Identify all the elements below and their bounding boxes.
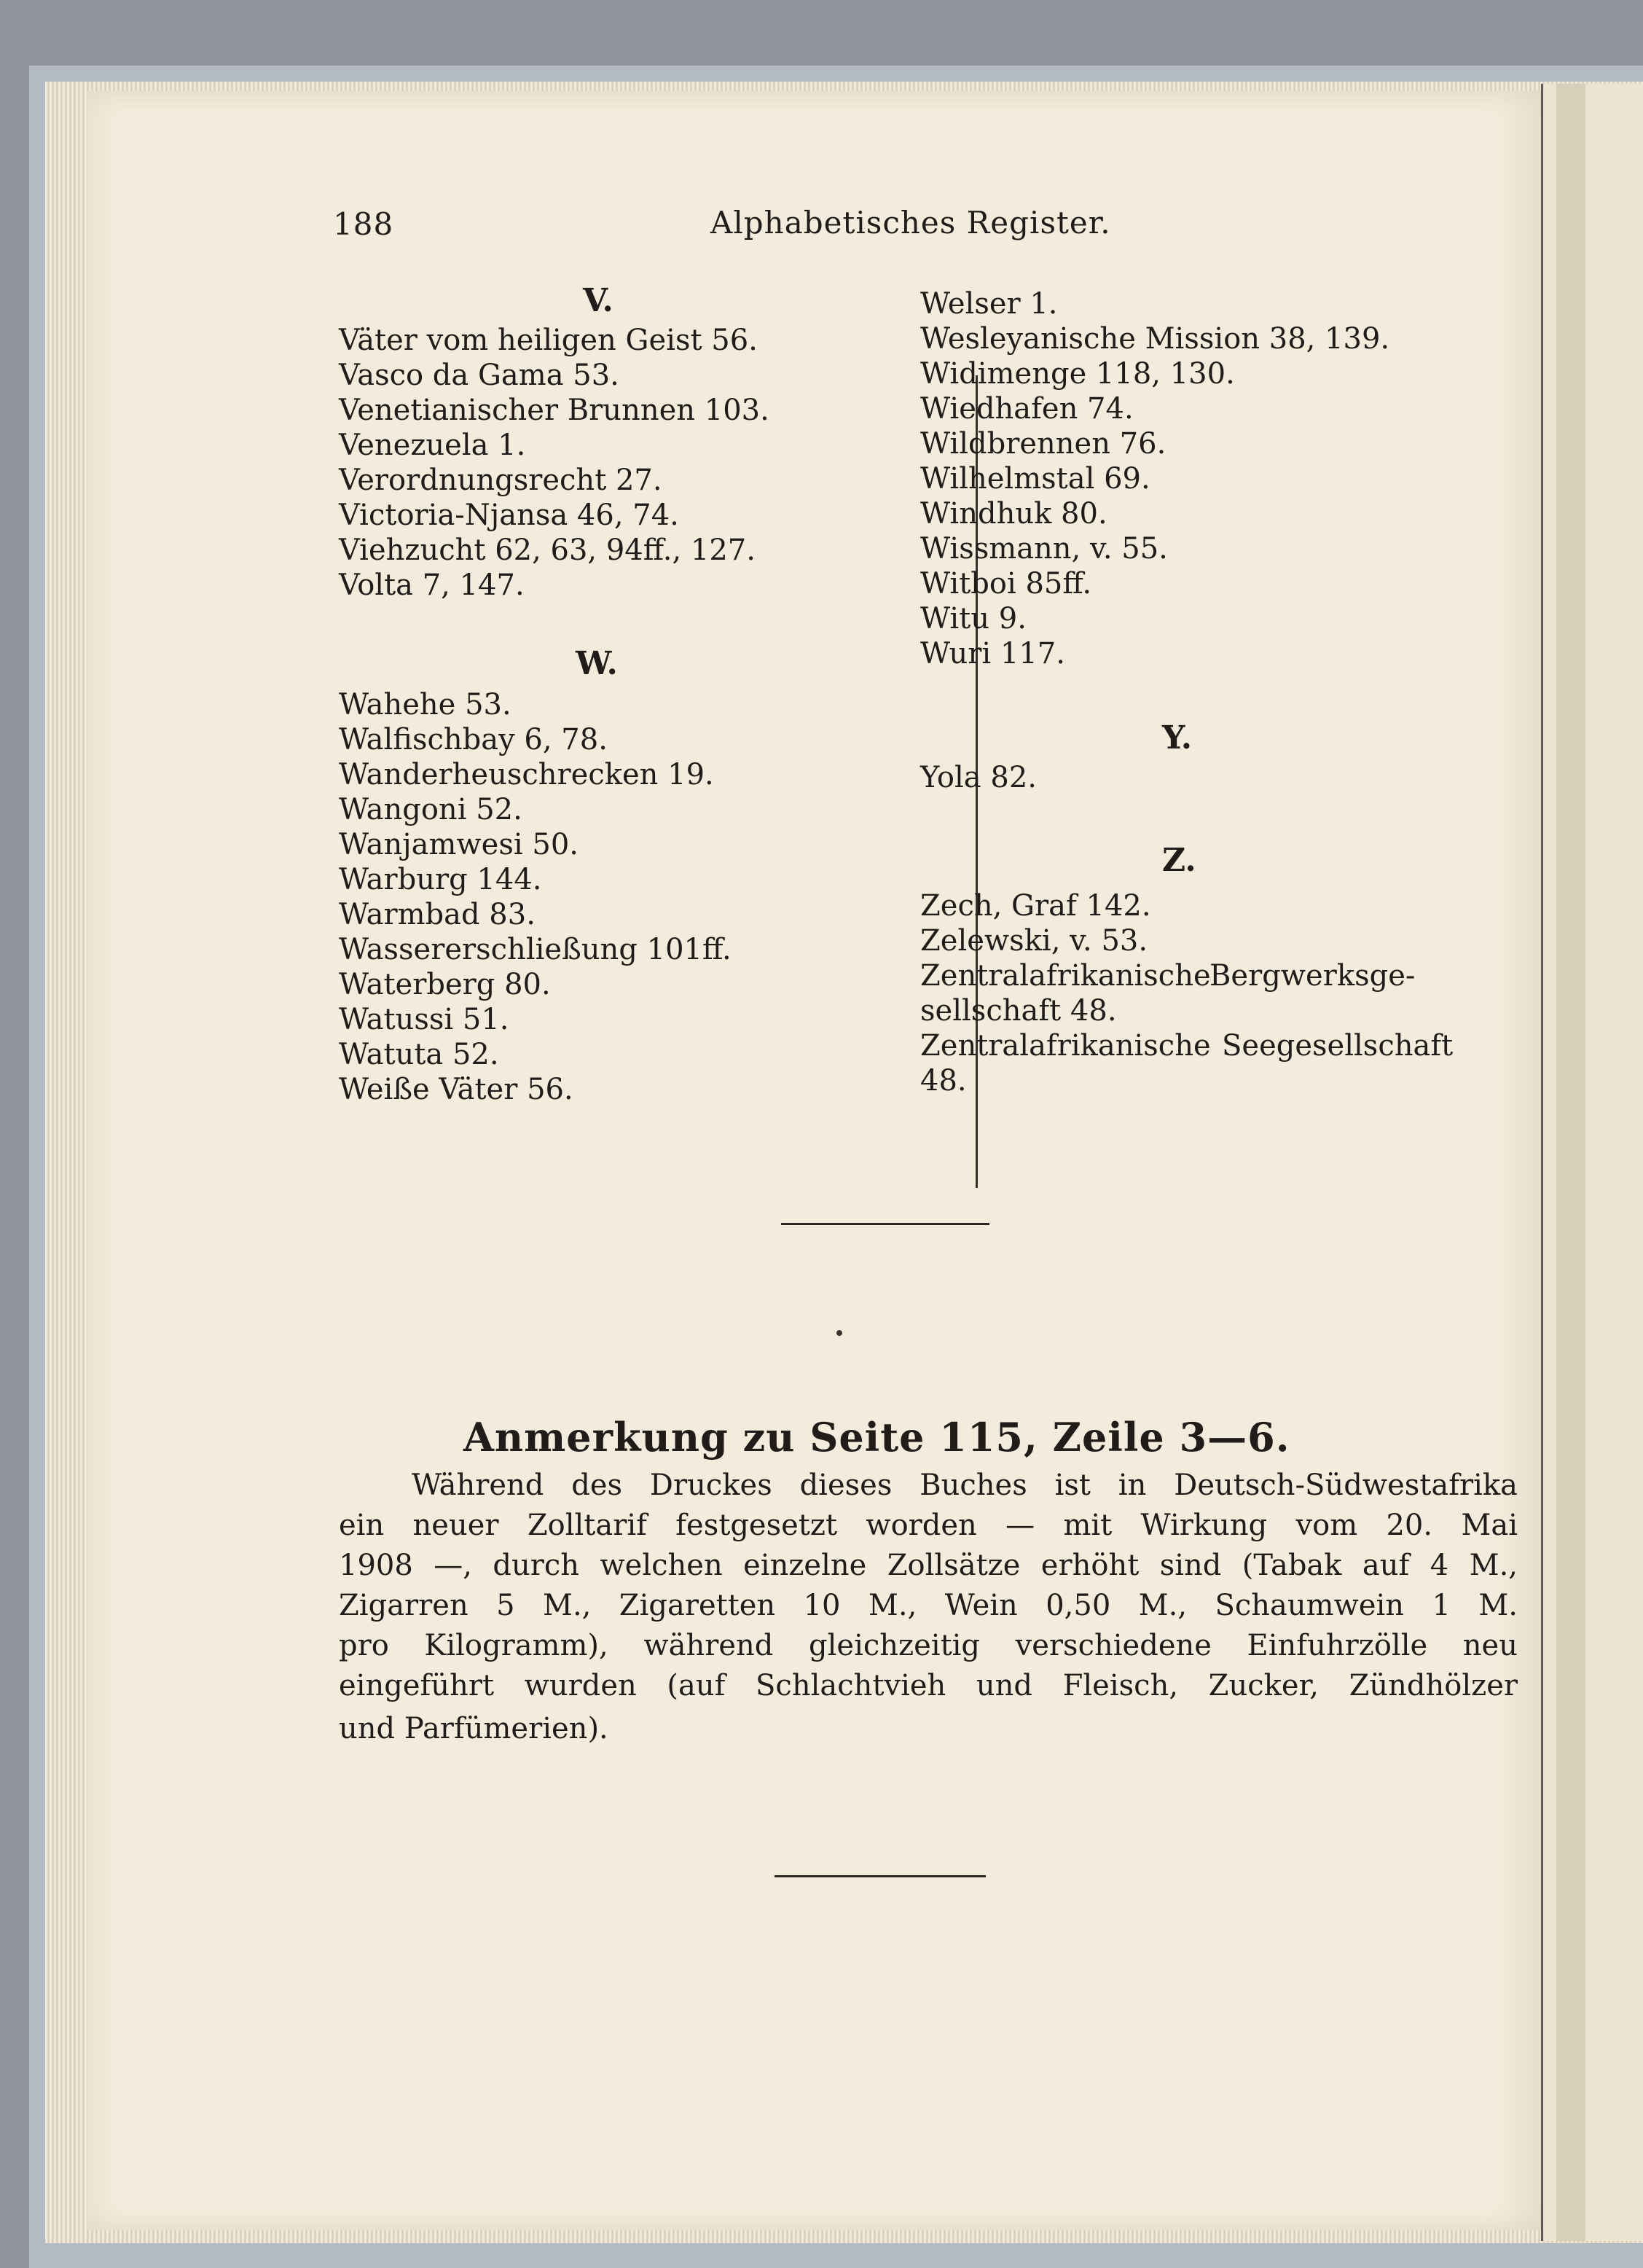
index-entry-part: Zentralafrikanische — [920, 959, 1211, 993]
index-entry: Wangoni 52. — [339, 793, 522, 826]
index-entry: Wilhelmstal 69. — [920, 462, 1150, 496]
index-entry: Wissmann, v. 55. — [920, 532, 1168, 566]
index-entry: Wuri 117. — [920, 637, 1065, 670]
index-entry: Witboi 85ff. — [920, 567, 1092, 601]
index-entry: Vasco da Gama 53. — [339, 359, 619, 392]
index-entry: Walfischbay 6, 78. — [339, 723, 608, 756]
index-entry: Verordnungsrecht 27. — [339, 464, 662, 497]
note-line: pro Kilogramm), während gleichzeitig verschiedene Einfuhrzölle neu — [339, 1629, 1518, 1662]
index-entry: Viehzucht 62, 63, 94ff., 127. — [339, 533, 756, 567]
running-title: Alphabetisches Register. — [710, 205, 1111, 241]
index-entry: Welser 1. — [920, 287, 1058, 321]
note-line: eingeführt wurden (auf Schlachtvieh und Fleisch, Zucker, Zündhölzer — [339, 1669, 1518, 1702]
index-entry: Zelewski, v. 53. — [920, 924, 1148, 958]
index-entry: Wassererschließung 101ff. — [339, 933, 732, 966]
index-entry: Wanjamwesi 50. — [339, 828, 579, 861]
note-line: Während des Druckes dieses Buches ist in Deutsch-Südwestafrika — [412, 1469, 1518, 1502]
index-entry: Yola 82. — [920, 761, 1037, 794]
index-entry: Watuta 52. — [339, 1038, 499, 1071]
index-entry: Widimenge 118, 130. — [920, 357, 1235, 391]
index-entry: Waterberg 80. — [339, 968, 551, 1001]
index-entry-part: Bergwerksge- — [1209, 959, 1416, 993]
index-entry-part: Seegesellschaft — [1222, 1029, 1454, 1063]
index-entry-part: sellschaft 48. — [920, 994, 1117, 1028]
index-entry: Warburg 144. — [339, 863, 542, 896]
section-rule — [781, 1223, 989, 1225]
index-entry-part: Zentralafrikanische — [920, 1029, 1211, 1063]
index-entry: Venetianischer Brunnen 103. — [339, 394, 769, 427]
index-entry: Witu 9. — [920, 602, 1027, 636]
note-line: Zigarren 5 M., Zigaretten 10 M., Wein 0,50 M., Schaumwein 1 M. — [339, 1589, 1518, 1622]
index-entry: Victoria-Njansa 46, 74. — [339, 498, 679, 532]
section-letter-y: Y. — [1162, 719, 1193, 756]
index-entry: Wildbrennen 76. — [920, 427, 1166, 461]
note-title: Anmerkung zu Seite 115, Zeile 3—6. — [463, 1414, 1290, 1460]
index-entry: Wesleyanische Mission 38, 139. — [920, 322, 1390, 356]
section-letter-w: W. — [576, 645, 618, 682]
end-rule — [775, 1875, 986, 1877]
note-line-last: und Parfümerien). — [339, 1712, 608, 1745]
index-entry: Volta 7, 147. — [339, 568, 525, 602]
index-entry: Wiedhafen 74. — [920, 392, 1134, 426]
index-entry: Wanderheuschrecken 19. — [339, 758, 714, 791]
ink-dot — [836, 1330, 842, 1336]
index-entry: Warmbad 83. — [339, 898, 536, 931]
index-entry: Watussi 51. — [339, 1003, 509, 1036]
index-entry: Wahehe 53. — [339, 688, 511, 722]
index-entry: Windhuk 80. — [920, 497, 1107, 531]
section-letter-z: Z. — [1162, 842, 1196, 879]
facing-page-edge — [1541, 84, 1643, 2241]
index-entry: Weiße Väter 56. — [339, 1073, 573, 1106]
book-page — [87, 91, 1541, 2230]
index-entry: Venezuela 1. — [339, 429, 526, 462]
note-line: 1908 —, durch welchen einzelne Zollsätze erhöht sind (Tabak auf 4 M., — [339, 1549, 1518, 1582]
page-number: 188 — [333, 206, 394, 242]
index-entry: Zech, Graf 142. — [920, 889, 1151, 923]
index-entry-part: 48. — [920, 1064, 967, 1098]
section-letter-v: V. — [583, 282, 613, 319]
index-entry: Väter vom heiligen Geist 56. — [339, 324, 758, 357]
note-line: ein neuer Zolltarif festgesetzt worden — mit Wirkung vom 20. Mai — [339, 1509, 1518, 1542]
